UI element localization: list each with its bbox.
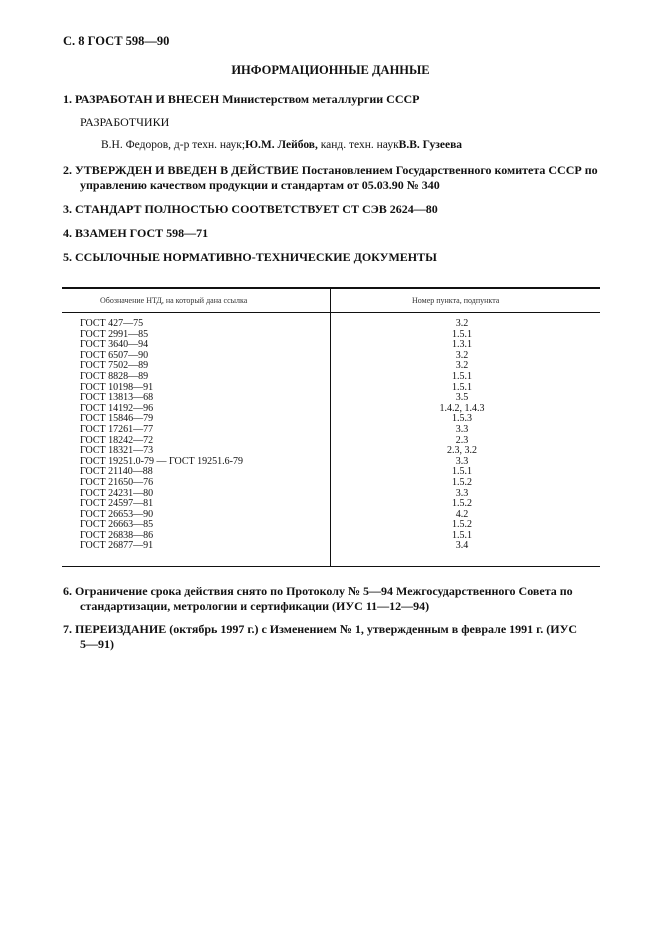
table-rows [62, 319, 600, 552]
table-cell-document: ГОСТ 13813—68 [80, 392, 154, 404]
item-2-heading: УТВЕРЖДЕН И ВВЕДЕН В ДЕЙСТВИЕ [75, 163, 299, 177]
table-cell-document: ГОСТ 427—75 [80, 318, 144, 329]
item-3-number: 3. [63, 202, 72, 216]
table-cell-document: ГОСТ 10198—91 [80, 381, 154, 393]
table-row [62, 319, 600, 330]
table-row [62, 372, 600, 383]
table-cell-document: ГОСТ 18321—73 [80, 445, 154, 457]
item-5 [63, 250, 437, 265]
table-cell-clause: 3.3 [455, 487, 469, 499]
table-cell-clause: 4.2 [455, 508, 469, 520]
table-header-rule [62, 312, 600, 313]
developer-2-degree: канд. техн. наук [317, 139, 399, 151]
table-cell-clause: 3.2 [455, 318, 469, 329]
table-cell-clause: 2.3, 3.2 [447, 445, 477, 457]
developer-3: В.В. Гузеева [398, 139, 463, 151]
developers-list [101, 139, 462, 151]
item-4-text: ВЗАМЕН ГОСТ 598—71 [75, 226, 209, 240]
table-cell-document: ГОСТ 3640—94 [80, 339, 149, 351]
item-2-line-2: управлению качеством продукции и стандартам от 05.03.90 № 340 [80, 178, 440, 192]
table-cell-document: ГОСТ 26653—90 [80, 508, 154, 520]
table-cell-document: ГОСТ 26663—85 [80, 519, 154, 531]
developers-label: РАЗРАБОТЧИКИ [80, 115, 170, 129]
table-cell-document: ГОСТ 26877—91 [80, 540, 154, 552]
item-3 [63, 202, 438, 217]
item-7-line-2: 5—91) [80, 637, 114, 651]
table-cell-document: ГОСТ 24231—80 [80, 487, 154, 499]
table-cell-clause: 3.4 [455, 540, 469, 552]
table-cell-clause: 3.2 [455, 360, 469, 372]
table-cell-document: ГОСТ 2991—85 [80, 328, 149, 340]
item-6-number: 6. [63, 584, 72, 598]
table-cell-document: ГОСТ 8828—89 [80, 370, 149, 382]
table-cell-document: ГОСТ 17261—77 [80, 423, 154, 435]
table-cell-clause: 1.5.3 [452, 413, 472, 425]
developer-2: Ю.М. Лейбов, [245, 139, 318, 151]
table-row [62, 478, 600, 489]
table-cell-clause: 1.5.1 [452, 529, 472, 541]
table-cell-clause: 3.3 [455, 423, 469, 435]
item-4-number: 4. [63, 226, 72, 240]
item-6-line-1 [63, 584, 573, 599]
item-1-text: Министерством металлургии СССР [222, 92, 420, 106]
table-cell-clause: 1.5.1 [452, 328, 472, 340]
item-5-number: 5. [63, 250, 72, 264]
table-cell-document: ГОСТ 24597—81 [80, 498, 154, 510]
table-cell-clause: 1.5.2 [452, 498, 472, 510]
table-cell-document: ГОСТ 18242—72 [80, 434, 154, 446]
table-cell-document: ГОСТ 6507—90 [80, 349, 149, 361]
item-6-line-2: стандартизации, метрологии и сертификации (ИУС 11—12—94) [80, 599, 430, 613]
table-row [62, 425, 600, 436]
item-3-text: СТАНДАРТ ПОЛНОСТЬЮ СООТВЕТСТВУЕТ СТ СЭВ 2624—80 [75, 202, 438, 216]
table-col1-header: Обозначение НТД, на который дана ссылка [100, 296, 248, 305]
table-cell-clause: 1.5.1 [452, 370, 472, 382]
table-cell-clause: 1.4.2, 1.4.3 [439, 402, 485, 414]
table-cell-document: ГОСТ 7502—89 [80, 360, 149, 372]
table-row [62, 541, 600, 552]
table-cell-document: ГОСТ 21140—88 [80, 466, 153, 478]
table-cell-clause: 1.5.1 [452, 381, 472, 393]
developer-1: В.Н. Федоров, д-р техн. наук; [101, 139, 246, 151]
table-top-rule [62, 287, 600, 289]
table-cell-document: ГОСТ 26838—86 [80, 529, 154, 541]
item-2-number: 2. [63, 163, 72, 177]
item-1 [63, 92, 419, 107]
table-cell-clause: 1.5.2 [452, 519, 472, 531]
table-cell-document: ГОСТ 15846—79 [80, 413, 154, 425]
table-cell-clause: 2.3 [455, 434, 469, 446]
table-cell-document: ГОСТ 19251.0-79 — ГОСТ 19251.6-79 [80, 455, 243, 467]
item-7-line-1 [63, 622, 577, 637]
reference-table [62, 287, 600, 567]
item-7-text: ПЕРЕИЗДАНИЕ (октябрь 1997 г.) с Изменением № 1, утвержденным в феврале 1991 г. (ИУС [75, 622, 578, 636]
item-2-line-1 [63, 163, 598, 178]
table-cell-clause: 3.3 [455, 455, 469, 467]
table-cell-clause: 1.3.1 [452, 339, 472, 351]
item-7-number: 7. [63, 622, 72, 636]
table-cell-document: ГОСТ 21650—76 [80, 476, 154, 488]
table-col2-header: Номер пункта, подпункта [412, 296, 500, 305]
page-header: С. 8 ГОСТ 598—90 [63, 34, 170, 48]
item-2-text: Постановлением Государственного комитета СССР по [301, 163, 598, 177]
item-5-text: ССЫЛОЧНЫЕ НОРМАТИВНО-ТЕХНИЧЕСКИЕ ДОКУМЕНТЫ [75, 250, 437, 264]
table-bottom-rule [62, 566, 600, 567]
table-cell-clause: 1.5.2 [452, 476, 472, 488]
table-cell-clause: 1.5.1 [452, 466, 472, 478]
item-1-number: 1. [63, 92, 72, 106]
item-1-heading: РАЗРАБОТАН И ВНЕСЕН [75, 92, 220, 106]
page-title: ИНФОРМАЦИОННЫЕ ДАННЫЕ [231, 63, 430, 77]
table-cell-clause: 3.5 [455, 392, 469, 404]
table-cell-clause: 3.2 [455, 349, 469, 361]
item-4 [63, 226, 208, 241]
item-6-text: Ограничение срока действия снято по Протоколу № 5—94 Межгосударственного Совета по [75, 584, 573, 598]
table-cell-document: ГОСТ 14192—96 [80, 402, 154, 414]
